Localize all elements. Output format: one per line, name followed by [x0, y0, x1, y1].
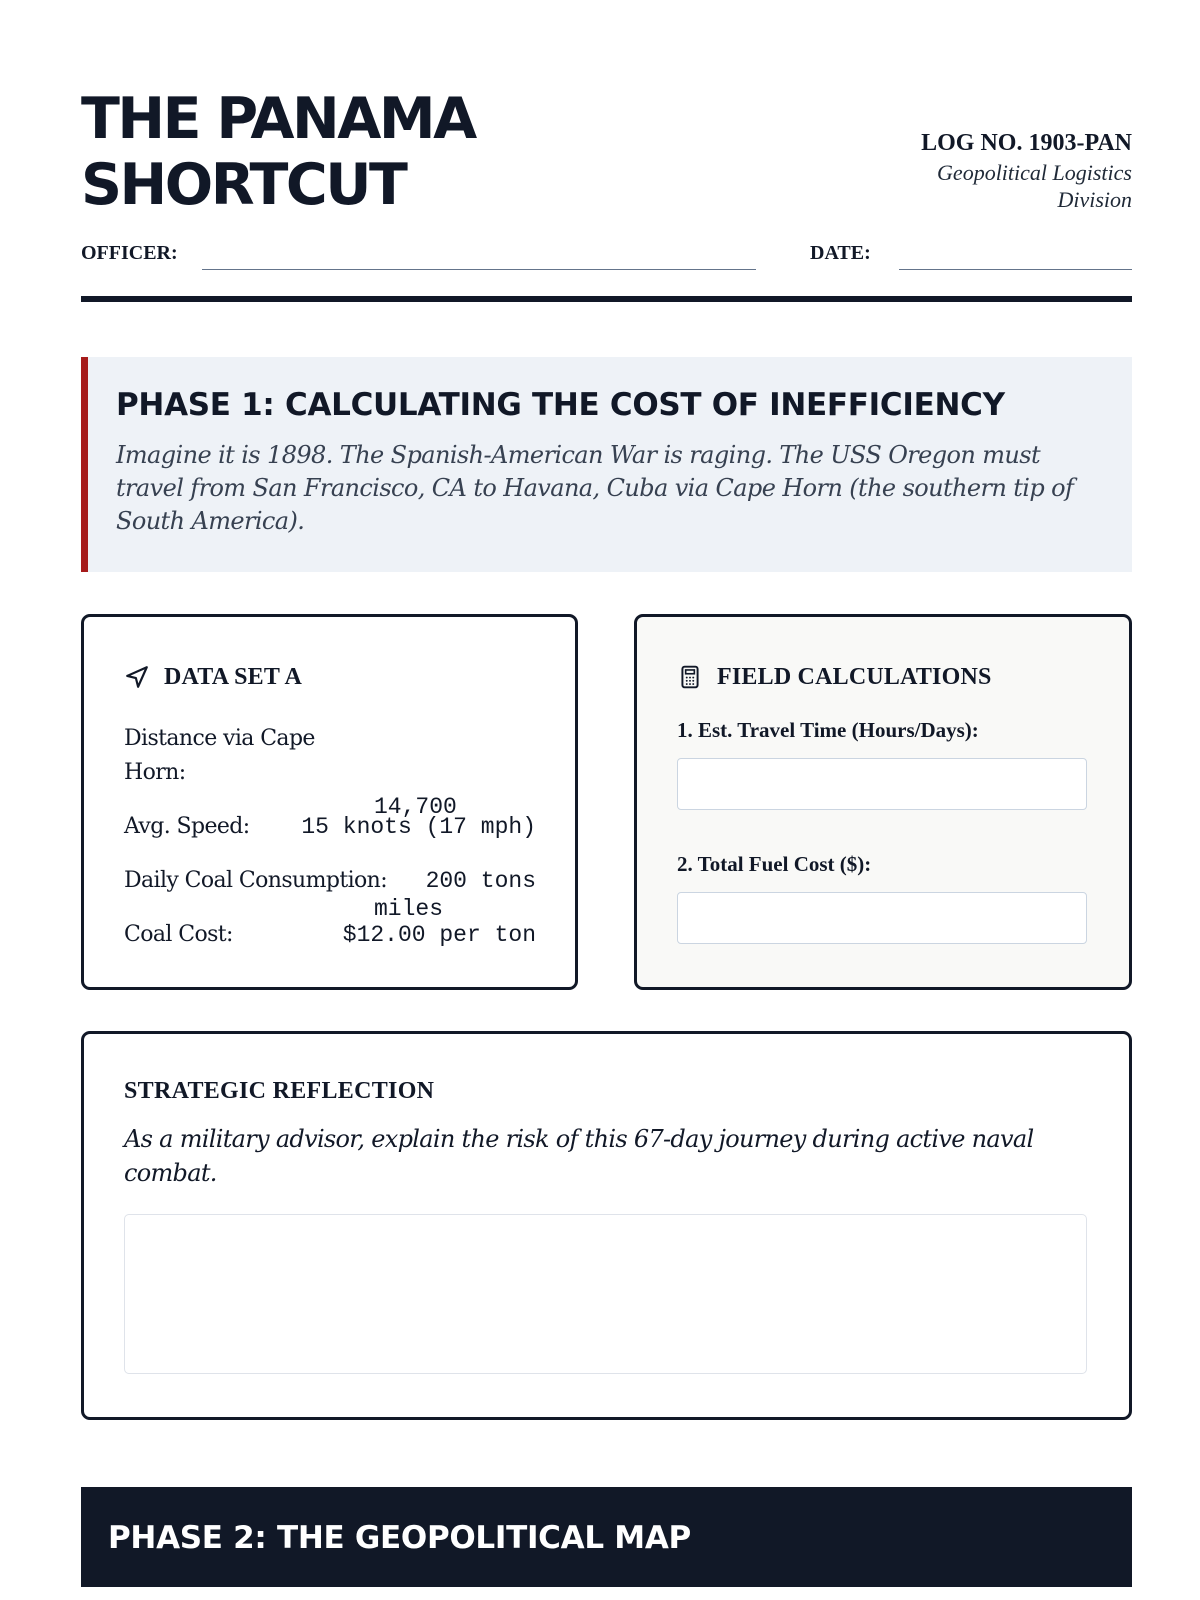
- data-value-line: 14,700: [374, 794, 457, 820]
- data-label: Avg. Speed:: [124, 814, 250, 839]
- page-title: [81, 86, 601, 218]
- officer-label: OFFICER:: [81, 242, 178, 264]
- division-line-2: Division: [1057, 187, 1132, 212]
- field-calculations-heading: FIELD CALCULATIONS: [717, 663, 992, 690]
- log-info: [872, 130, 1132, 213]
- division-name: [872, 159, 1132, 213]
- calculator-icon: [677, 664, 703, 690]
- phase1-intro: Imagine it is 1898. The Spanish-American War is raging. The USS Oregon must travel from San Francisco, CA to Havana, Cuba via Cape Horn (the southern tip of South America).: [116, 441, 1074, 535]
- data-row-coal-cost: [124, 918, 536, 952]
- data-value-line: miles: [374, 896, 444, 922]
- reflection-answer-textarea[interactable]: [124, 1214, 1087, 1374]
- header-divider: [81, 296, 1132, 302]
- data-label: [124, 722, 315, 790]
- fuel-cost-input[interactable]: [677, 892, 1087, 944]
- phase2-banner: [81, 1487, 1132, 1587]
- officer-blank-line[interactable]: [202, 269, 756, 270]
- data-set-card: [81, 614, 578, 990]
- data-value: [374, 722, 484, 994]
- strategic-reflection-card: [81, 1031, 1132, 1420]
- field-calculations-card: [634, 614, 1132, 990]
- log-number: LOG NO. 1903-PAN: [921, 130, 1132, 156]
- date-label: DATE:: [810, 242, 871, 264]
- data-value: 200 tons: [425, 868, 536, 894]
- phase1-callout: [81, 357, 1132, 572]
- data-label-line: Horn:: [124, 760, 186, 785]
- navigation-arrow-icon: [124, 664, 150, 690]
- reflection-prompt: As a military advisor, explain the risk of this 67-day journey during active naval combat.: [124, 1125, 1034, 1187]
- date-blank-line[interactable]: [899, 269, 1132, 270]
- phase2-heading: PHASE 2: THE GEOPOLITICAL MAP: [108, 1520, 691, 1556]
- reflection-heading: STRATEGIC REFLECTION: [124, 1078, 435, 1104]
- data-label-line: Distance via Cape: [124, 726, 315, 751]
- data-value: 15 knots (17 mph): [301, 814, 536, 840]
- title-line-1: THE PANAMA: [81, 86, 475, 152]
- division-line-1: Geopolitical Logistics: [937, 160, 1132, 185]
- title-line-2: SHORTCUT: [81, 152, 406, 218]
- phase1-heading: PHASE 1: CALCULATING THE COST OF INEFFICIENCY: [116, 387, 1005, 423]
- worksheet-header: [81, 0, 1132, 305]
- travel-time-label: 1. Est. Travel Time (Hours/Days):: [677, 718, 979, 742]
- travel-time-input[interactable]: [677, 758, 1087, 810]
- fuel-cost-label: 2. Total Fuel Cost ($):: [677, 852, 872, 876]
- data-set-header: [124, 661, 302, 693]
- data-value: $12.00 per ton: [342, 922, 536, 948]
- data-label: Coal Cost:: [124, 922, 233, 947]
- data-label: Daily Coal Consumption:: [124, 868, 388, 893]
- signature-row: [81, 242, 1132, 272]
- data-row-speed: [124, 810, 536, 844]
- worksheet-page: [81, 0, 1132, 1556]
- data-set-heading: DATA SET A: [164, 663, 303, 690]
- field-calculations-header: [677, 661, 992, 693]
- data-row-coal-consumption: [124, 864, 536, 898]
